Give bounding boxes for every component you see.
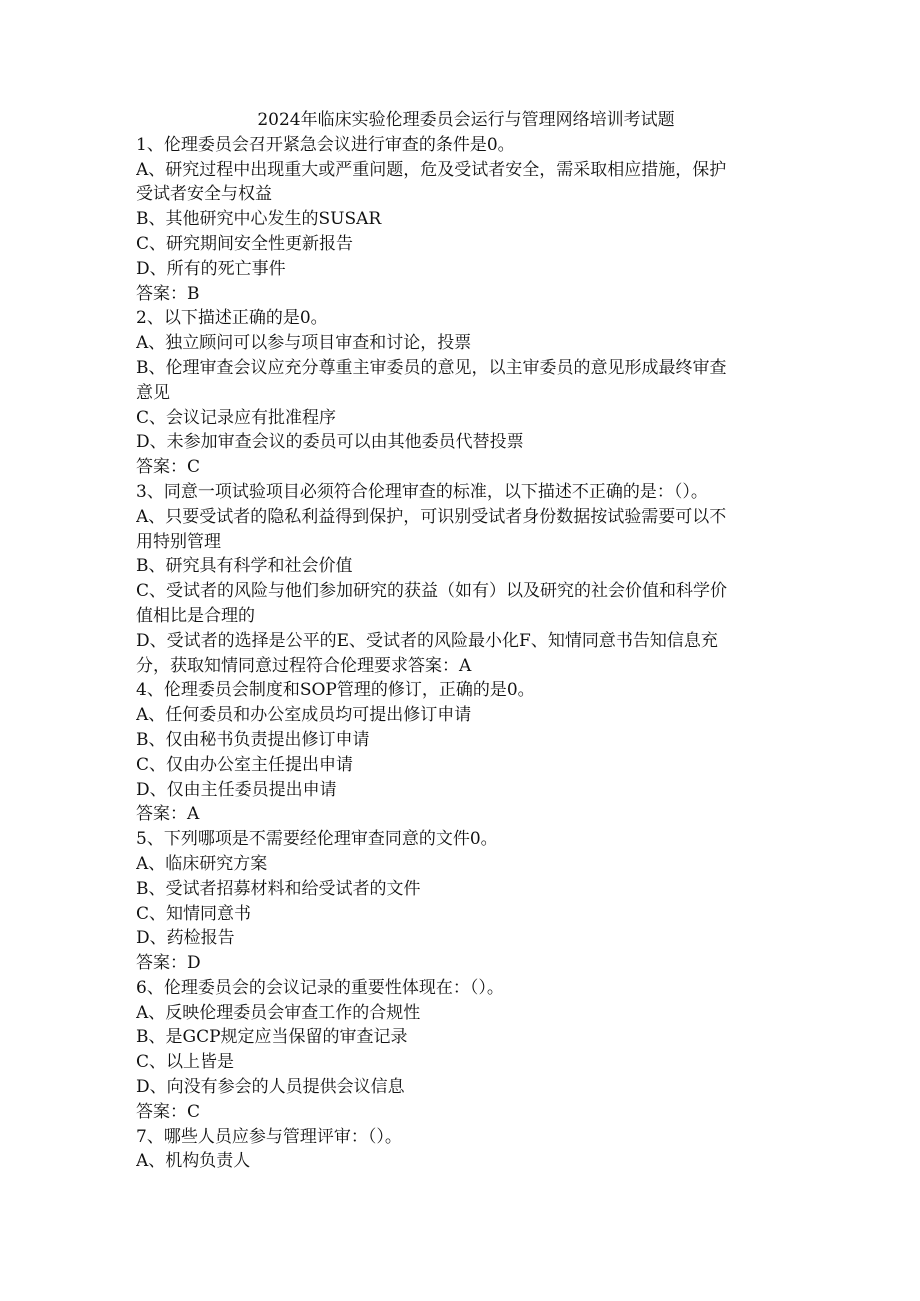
text-line: C、受试者的风险与他们参加研究的获益（如有）以及研究的社会价值和科学价 [136,581,728,602]
text-line: A、研究过程中出现重大或严重问题，危及受试者安全，需采取相应措施，保护 [136,159,727,180]
text-line: D、药检报告 [136,928,235,949]
text-line: 7、哪些人员应参与管理评审：（）。 [136,1126,402,1147]
text-line: C、会议记录应有批准程序 [136,407,337,428]
text-line: 答案：B [136,283,200,304]
text-line: 1、伦理委员会召开紧急会议进行审查的条件是0。 [136,134,515,155]
text-line: C、仅由办公室主任提出申请 [136,754,354,775]
text-line: B、仅由秘书负责提出修订申请 [136,729,370,750]
text-line: 答案：C [136,1101,201,1122]
text-line: 4、伦理委员会制度和SOP管理的修订，正确的是0。 [136,680,535,701]
text-line: C、以上皆是 [136,1052,235,1073]
document-body [136,133,786,1174]
text-line: 用特别管理 [136,531,221,552]
text-line: 值相比是合理的 [136,605,255,626]
text-line: 答案：A [136,804,200,825]
text-line: 答案：C [136,457,201,478]
text-line: A、独立顾问可以参与项目审查和讨论，投票 [136,333,472,354]
text-line: B、伦理审查会议应充分尊重主审委员的意见，以主审委员的意见形成最终审查 [136,357,727,378]
text-line: D、受试者的选择是公平的E、受试者的风险最小化F、知情同意书告知信息充 [136,630,718,651]
text-line: A、只要受试者的隐私利益得到保护，可识别受试者身份数据按试验需要可以不 [136,506,727,527]
text-line: B、其他研究中心发生的SUSAR [136,209,382,230]
text-line: D、向没有参会的人员提供会议信息 [136,1077,405,1098]
text-line: B、是GCP规定应当保留的审查记录 [136,1027,408,1048]
text-line: D、所有的死亡事件 [136,258,286,279]
text-line: D、未参加审查会议的委员可以由其他委员代替投票 [136,432,524,453]
text-line: B、受试者招募材料和给受试者的文件 [136,878,421,899]
text-line: 5、下列哪项是不需要经伦理审查同意的文件0。 [136,829,498,850]
text-line: 意见 [136,382,170,403]
text-line: 6、伦理委员会的会议记录的重要性体现在：（）。 [136,977,504,998]
text-line: 分，获取知情同意过程符合伦理要求答案：A [136,655,472,676]
text-line: A、机构负责人 [136,1151,251,1172]
text-line: A、反映伦理委员会审查工作的合规性 [136,1002,421,1023]
text-line: A、任何委员和办公室成员均可提出修订申请 [136,705,472,726]
document-title: 2024年临床实验伦理委员会运行与管理网络培训考试题 [257,110,675,130]
text-line: C、知情同意书 [136,903,252,924]
text-line: B、研究具有科学和社会价值 [136,556,353,577]
text-line: A、临床研究方案 [136,853,268,874]
text-line: 3、同意一项试验项目必须符合伦理审查的标准，以下描述不正确的是：（）。 [136,481,708,502]
document-page [136,108,786,1174]
text-line: D、仅由主任委员提出申请 [136,779,337,800]
text-line: 2、以下描述正确的是0。 [136,308,328,329]
text-line: 答案：D [136,953,201,974]
text-line: 受试者安全与权益 [136,184,272,205]
text-line: C、研究期间安全性更新报告 [136,233,354,254]
